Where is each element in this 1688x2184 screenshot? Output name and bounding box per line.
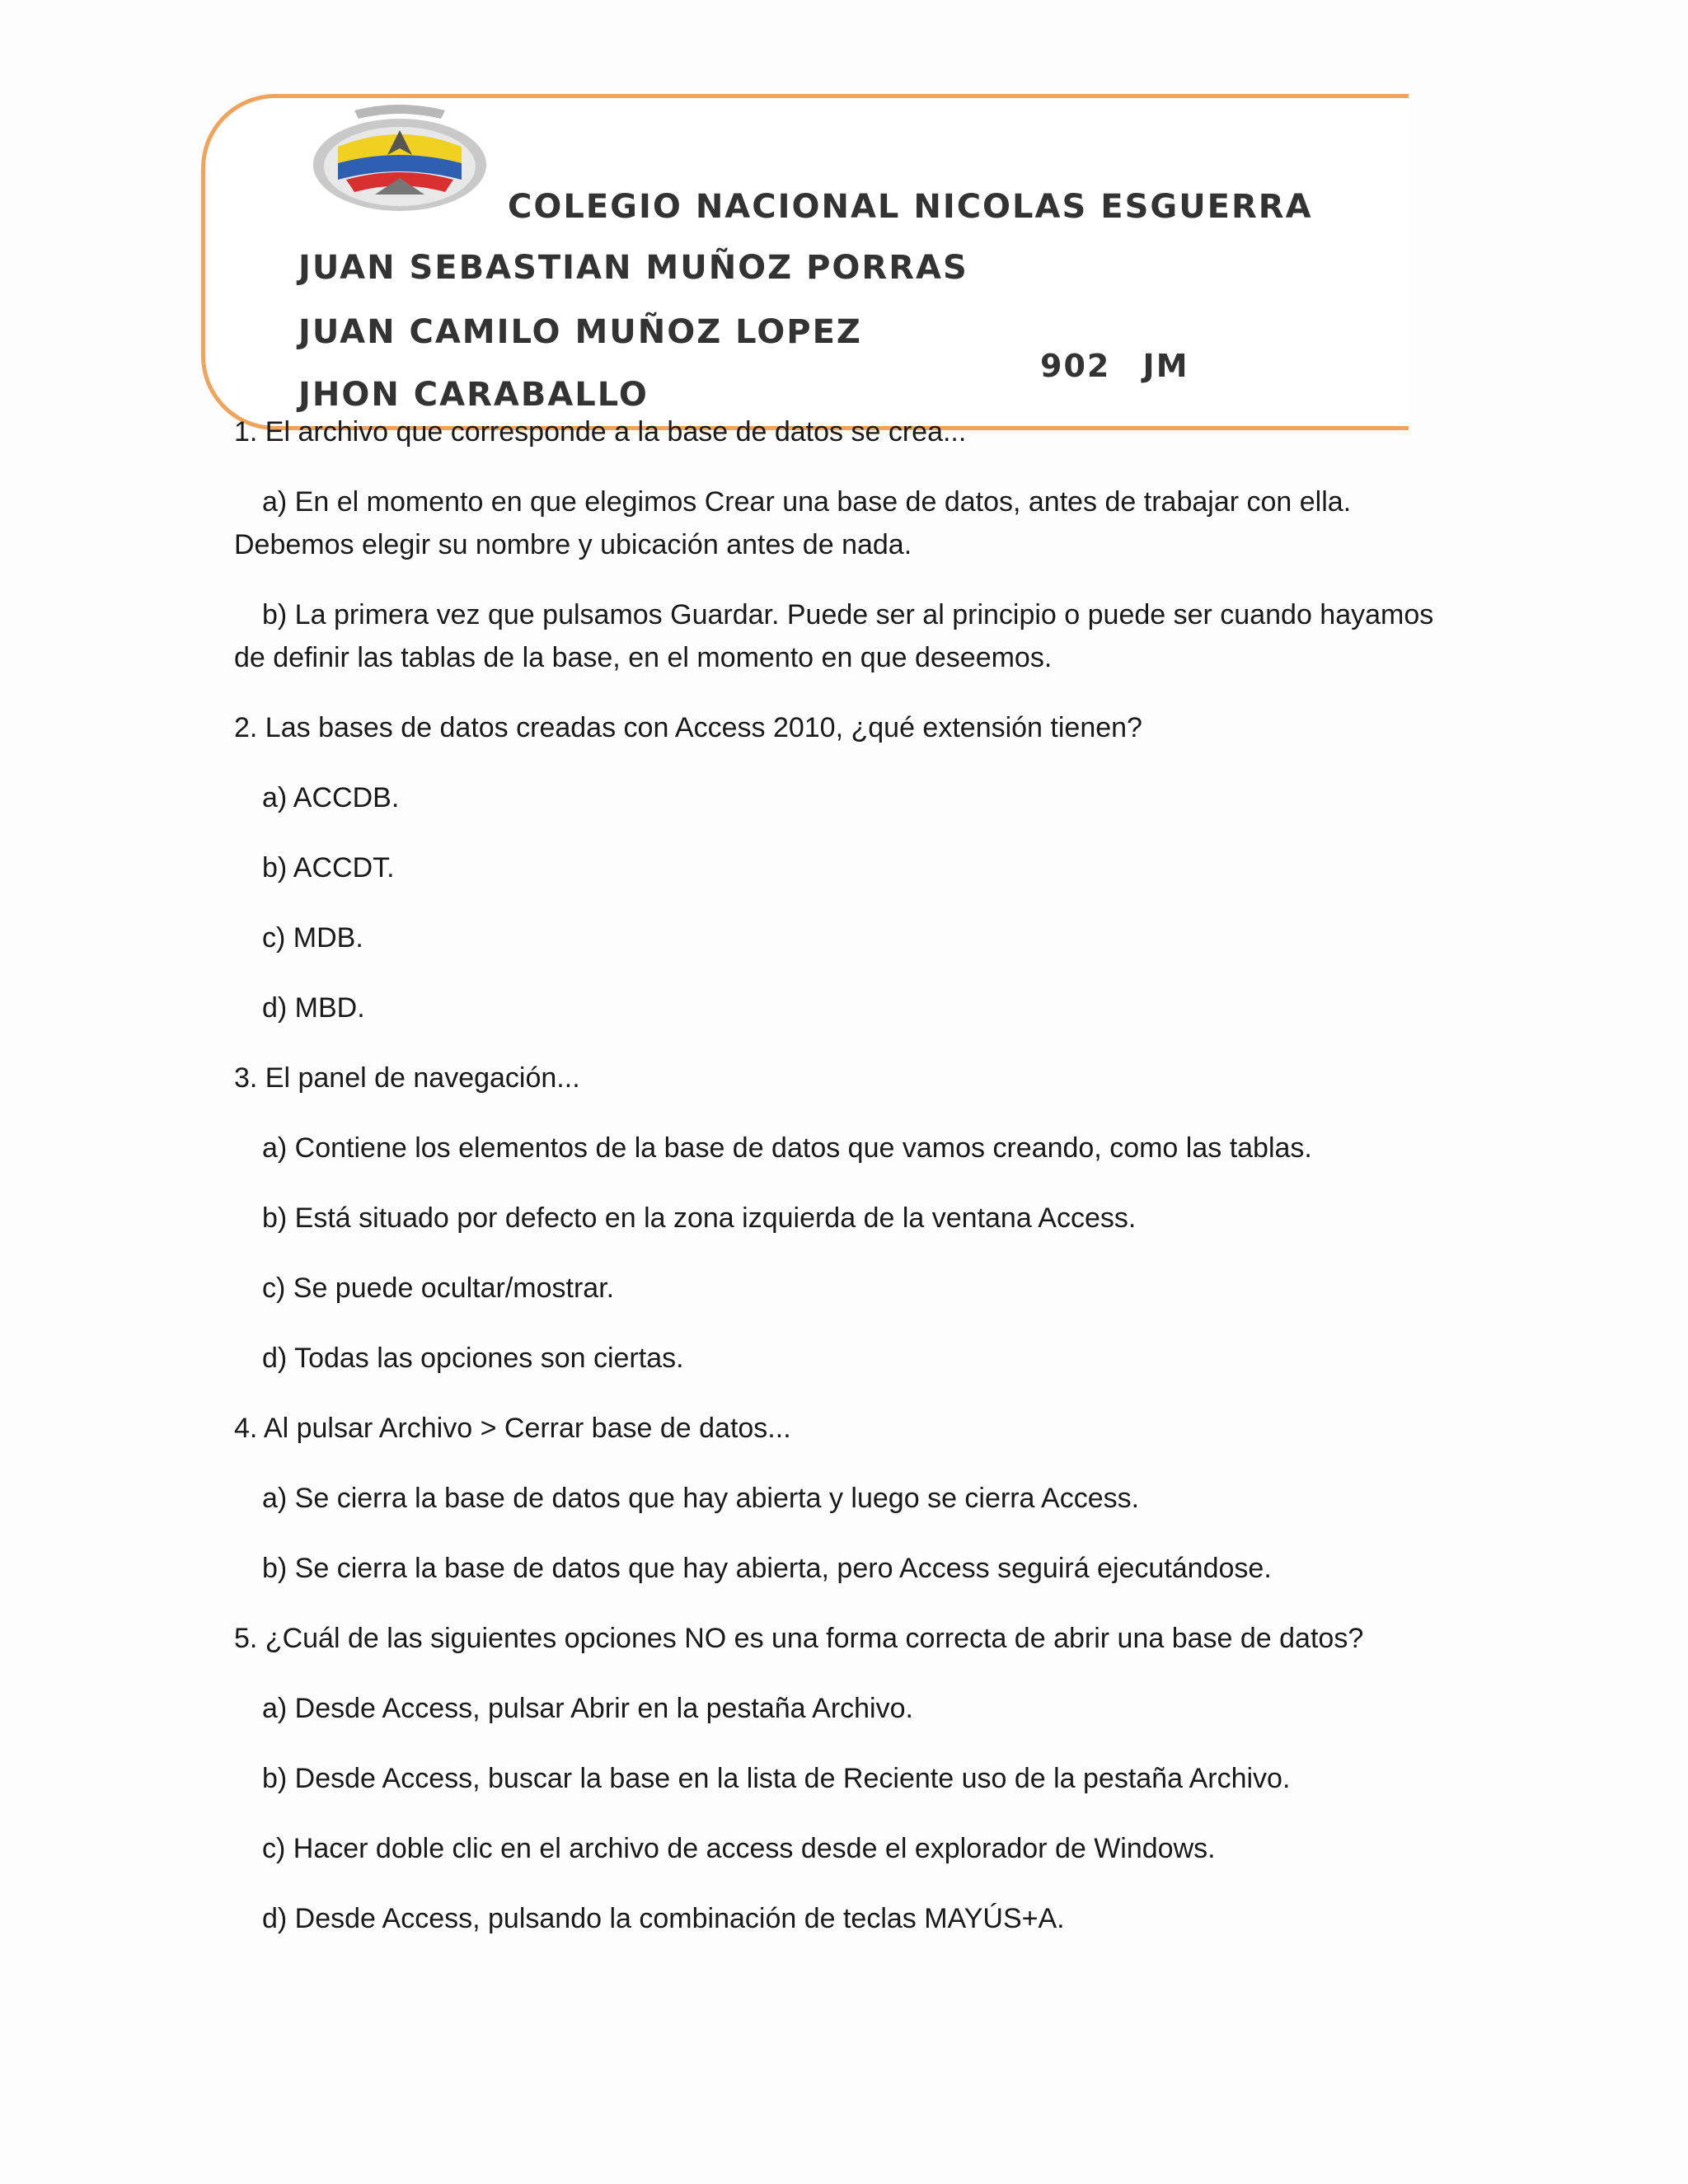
group-label: 902 JM (1040, 348, 1189, 384)
question-5-option-b: b) Desde Access, buscar la base en la lista de Reciente uso de la pestaña Archivo. (262, 1763, 1291, 1794)
question-2: 2. Las bases de datos creadas con Access 2010, ¿qué extensión tienen? (234, 712, 1142, 743)
question-1-option-b: b) La primera vez que pulsamos Guardar. Puede ser al principio o puede ser cuando hayamos de definir las tablas de la base, en el momento en que deseemos. (234, 599, 1434, 673)
question-1-option-a: a) En el momento en que elegimos Crear una base de datos, antes de trabajar con ella. Debemos elegir su nombre y ubicación antes de nada. (234, 486, 1352, 560)
question-3-option-b: b) Está situado por defecto en la zona izquierda de la ventana Access. (262, 1202, 1137, 1234)
question-1: 1. El archivo que corresponde a la base de datos se crea... (234, 416, 967, 448)
questionnaire (234, 410, 1470, 1967)
question-2-option-b: b) ACCDT. (262, 852, 395, 883)
question-3-option-c: c) Se puede ocultar/mostrar. (262, 1272, 615, 1304)
question-2-option-d: d) MBD. (262, 992, 365, 1024)
question-2-option-a: a) ACCDB. (262, 782, 400, 813)
school-crest-icon (305, 97, 495, 213)
student-name-1: JUAN SEBASTIAN MUÑOZ PORRAS (298, 249, 968, 287)
question-5-option-a: a) Desde Access, pulsar Abrir en la pestaña Archivo. (262, 1693, 913, 1724)
question-4-option-a: a) Se cierra la base de datos que hay abierta y luego se cierra Access. (262, 1483, 1140, 1514)
question-5: 5. ¿Cuál de las siguientes opciones NO es una forma correcta de abrir una base de datos? (234, 1623, 1364, 1654)
question-3-option-d: d) Todas las opciones son ciertas. (262, 1343, 684, 1374)
question-2-option-c: c) MDB. (262, 922, 363, 954)
school-name: COLEGIO NACIONAL NICOLAS ESGUERRA (508, 188, 1313, 226)
question-3: 3. El panel de navegación... (234, 1062, 580, 1094)
question-5-option-d: d) Desde Access, pulsando la combinación de teclas MAYÚS+A. (262, 1903, 1065, 1934)
student-name-2: JUAN CAMILO MUÑOZ LOPEZ (298, 313, 862, 351)
student-name-3: JHON CARABALLO (298, 376, 649, 414)
question-4-option-b: b) Se cierra la base de datos que hay abierta, pero Access seguirá ejecutándose. (262, 1553, 1272, 1584)
question-4: 4. Al pulsar Archivo > Cerrar base de datos... (234, 1413, 791, 1444)
question-3-option-a: a) Contiene los elementos de la base de datos que vamos creando, como las tablas. (262, 1132, 1312, 1164)
question-5-option-c: c) Hacer doble clic en el archivo de access desde el explorador de Windows. (262, 1833, 1216, 1864)
